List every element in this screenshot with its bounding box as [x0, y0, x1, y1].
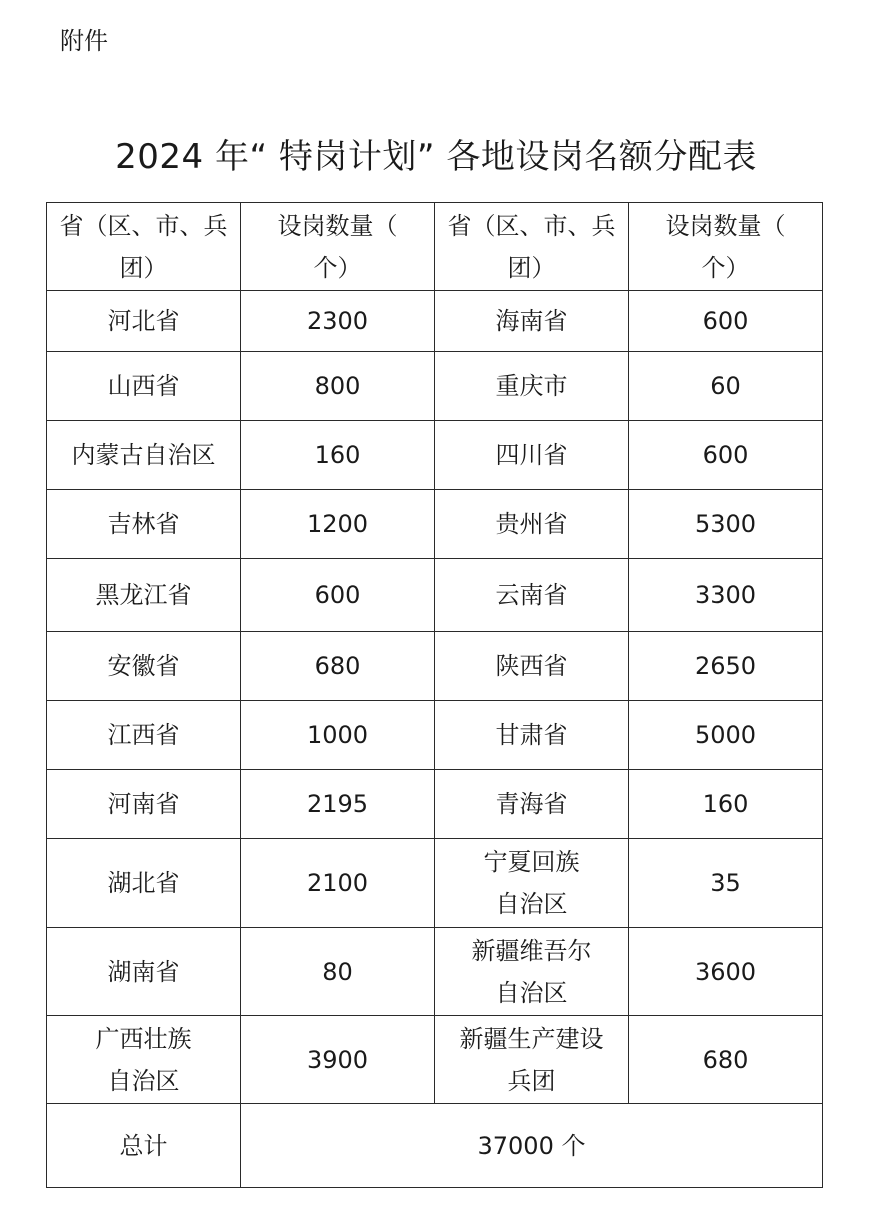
table-row: [47, 291, 823, 352]
count-cell-right: 35: [629, 839, 823, 928]
region-name: 河北省: [107, 307, 180, 335]
region-cell-right: [435, 928, 629, 1016]
count-cell-left: 680: [241, 632, 435, 701]
region-cell-right: [435, 352, 629, 421]
region-name: 云南省: [495, 581, 568, 609]
region-cell-left: [47, 839, 241, 928]
region-name: 山西省: [107, 372, 180, 400]
table-row: [47, 1016, 823, 1104]
header-cell-region-right: [435, 203, 629, 291]
region-name: 广西壮族: [95, 1024, 192, 1053]
count-cell-left: 1000: [241, 701, 435, 770]
count-cell-right: 60: [629, 352, 823, 421]
table-row: [47, 421, 823, 490]
region-name: 海南省: [495, 307, 568, 335]
region-cell-left: [47, 421, 241, 490]
region-name: 新疆维吾尔: [471, 936, 592, 965]
header-line: 团）: [119, 253, 168, 282]
region-name: 青海省: [495, 790, 568, 818]
region-name: 河南省: [107, 790, 180, 818]
header-cell-region-left: [47, 203, 241, 291]
table-header-row: [47, 203, 823, 291]
table-row: [47, 559, 823, 632]
count-cell-left: 800: [241, 352, 435, 421]
region-cell-right: [435, 770, 629, 839]
count-cell-left: 2195: [241, 770, 435, 839]
table-row: [47, 928, 823, 1016]
region-cell-left: [47, 559, 241, 632]
region-name: 兵团: [507, 1066, 556, 1095]
region-name: 自治区: [495, 978, 568, 1007]
region-name: 江西省: [107, 721, 180, 749]
region-cell-right: [435, 632, 629, 701]
count-cell-left: 80: [241, 928, 435, 1016]
count-cell-right: 3600: [629, 928, 823, 1016]
region-name: 黑龙江省: [95, 581, 192, 609]
header-line: 省（区、市、兵: [59, 211, 228, 240]
region-name: 贵州省: [495, 510, 568, 538]
region-name: 内蒙古自治区: [71, 441, 216, 469]
region-cell-left: [47, 632, 241, 701]
header-line: 省（区、市、兵: [447, 211, 616, 240]
header-line: 团）: [507, 253, 556, 282]
table-row: [47, 352, 823, 421]
table-row: [47, 490, 823, 559]
page-title: 2024 年“ 特岗计划” 各地设岗名额分配表: [115, 137, 757, 177]
count-cell-left: 1200: [241, 490, 435, 559]
region-name: 四川省: [495, 441, 568, 469]
count-cell-right: 600: [629, 421, 823, 490]
region-cell-right: [435, 1016, 629, 1104]
region-name: 宁夏回族: [483, 848, 580, 876]
count-cell-left: 160: [241, 421, 435, 490]
region-name: 自治区: [107, 1066, 180, 1095]
quota-table: [46, 202, 823, 1188]
region-cell-right: [435, 291, 629, 352]
count-cell-right: 600: [629, 291, 823, 352]
count-cell-left: 2100: [241, 839, 435, 928]
table-row: [47, 770, 823, 839]
count-cell-right: 680: [629, 1016, 823, 1104]
count-cell-right: 2650: [629, 632, 823, 701]
region-name: 自治区: [495, 890, 568, 918]
count-cell-right: 160: [629, 770, 823, 839]
count-cell-left: 2300: [241, 291, 435, 352]
count-cell-right: 3300: [629, 559, 823, 632]
region-name: 吉林省: [107, 510, 180, 538]
region-name: 湖北省: [107, 869, 180, 897]
region-cell-right: [435, 701, 629, 770]
total-row: [47, 1104, 823, 1188]
header-line: 个）: [701, 253, 750, 282]
region-cell-right: [435, 559, 629, 632]
region-cell-left: [47, 291, 241, 352]
table-row: [47, 701, 823, 770]
total-value: 37000 个: [241, 1104, 823, 1188]
count-cell-left: 600: [241, 559, 435, 632]
region-name: 陕西省: [495, 652, 568, 680]
header-line: 设岗数量（: [277, 211, 398, 240]
region-name: 新疆生产建设: [459, 1024, 604, 1053]
count-cell-right: 5300: [629, 490, 823, 559]
total-label: 总计: [47, 1104, 241, 1188]
table-row: [47, 632, 823, 701]
header-cell-count-left: [241, 203, 435, 291]
header-line: 个）: [313, 253, 362, 282]
region-cell-left: [47, 352, 241, 421]
region-cell-left: [47, 770, 241, 839]
region-cell-left: [47, 928, 241, 1016]
region-name: 安徽省: [107, 652, 180, 680]
region-cell-left: [47, 701, 241, 770]
count-cell-left: 3900: [241, 1016, 435, 1104]
region-cell-left: [47, 490, 241, 559]
region-cell-right: [435, 421, 629, 490]
region-cell-right: [435, 839, 629, 928]
region-name: 甘肃省: [495, 721, 568, 749]
header-line: 设岗数量（: [665, 211, 786, 240]
count-cell-right: 5000: [629, 701, 823, 770]
attachment-label: 附件: [60, 27, 108, 55]
header-cell-count-right: [629, 203, 823, 291]
region-name: 湖南省: [107, 957, 180, 986]
region-cell-left: [47, 1016, 241, 1104]
table-row: [47, 839, 823, 928]
region-name: 重庆市: [495, 372, 568, 400]
region-cell-right: [435, 490, 629, 559]
